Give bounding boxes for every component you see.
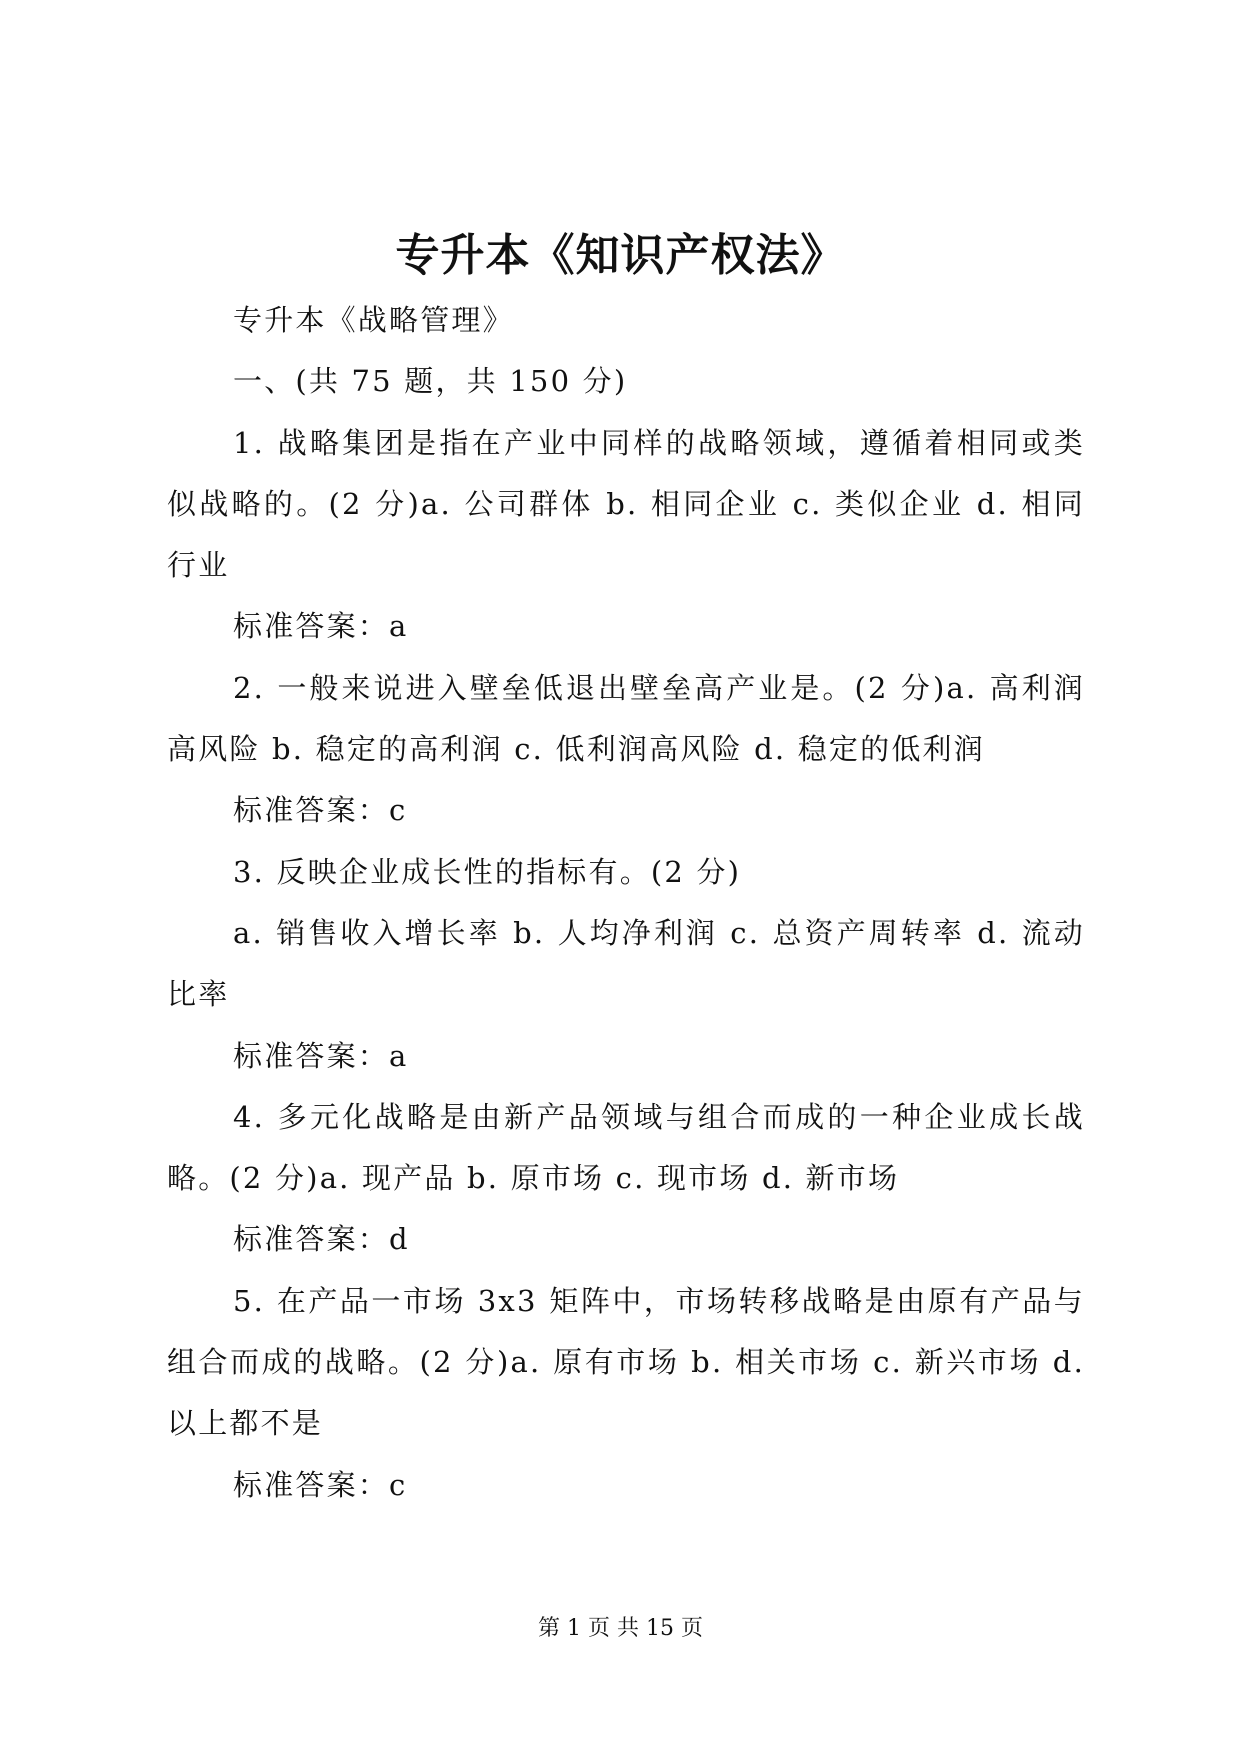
answer-2: 标准答案：c [233, 793, 408, 828]
question-3-options: a. 销售收入增长率 b. 人均净利润 c. 总资产周转率 d. 流动比率 [167, 915, 1085, 1012]
question-2: 2. 一般来说进入壁垒低退出壁垒高产业是。(2 分)a. 高利润高风险 b. 稳定的高利润 c. 低利润高风险 d. 稳定的低利润 [167, 670, 1085, 767]
section-heading: 一、(共 75 题，共 150 分) [233, 364, 628, 399]
page-footer: 第 1 页 共 15 页 [538, 1616, 703, 1641]
question-4: 4. 多元化战略是由新产品领域与组合而成的一种企业成长战略。(2 分)a. 现产品 b. 原市场 c. 现市场 d. 新市场 [167, 1099, 1085, 1196]
answer-1: 标准答案：a [233, 609, 409, 644]
subtitle-paragraph: 专升本《战略管理》 [233, 303, 514, 337]
answer-4: 标准答案：d [233, 1222, 410, 1257]
answer-5: 标准答案：c [233, 1467, 408, 1502]
answer-3: 标准答案：a [233, 1038, 409, 1073]
document-title: 专升本《知识产权法》 [395, 230, 846, 281]
question-5: 5. 在产品一市场 3x3 矩阵中，市场转移战略是由原有产品与组合而成的战略。(2 分)a. 原有市场 b. 相关市场 c. 新兴市场 d. 以上都不是 [167, 1283, 1085, 1441]
question-3: 3. 反映企业成长性的指标有。(2 分) [233, 854, 742, 889]
question-1: 1. 战略集团是指在产业中同样的战略领域，遵循着相同或类似战略的。(2 分)a. 公司群体 b. 相同企业 c. 类似企业 d. 相同行业 [167, 425, 1085, 583]
document-body [167, 290, 1085, 1516]
